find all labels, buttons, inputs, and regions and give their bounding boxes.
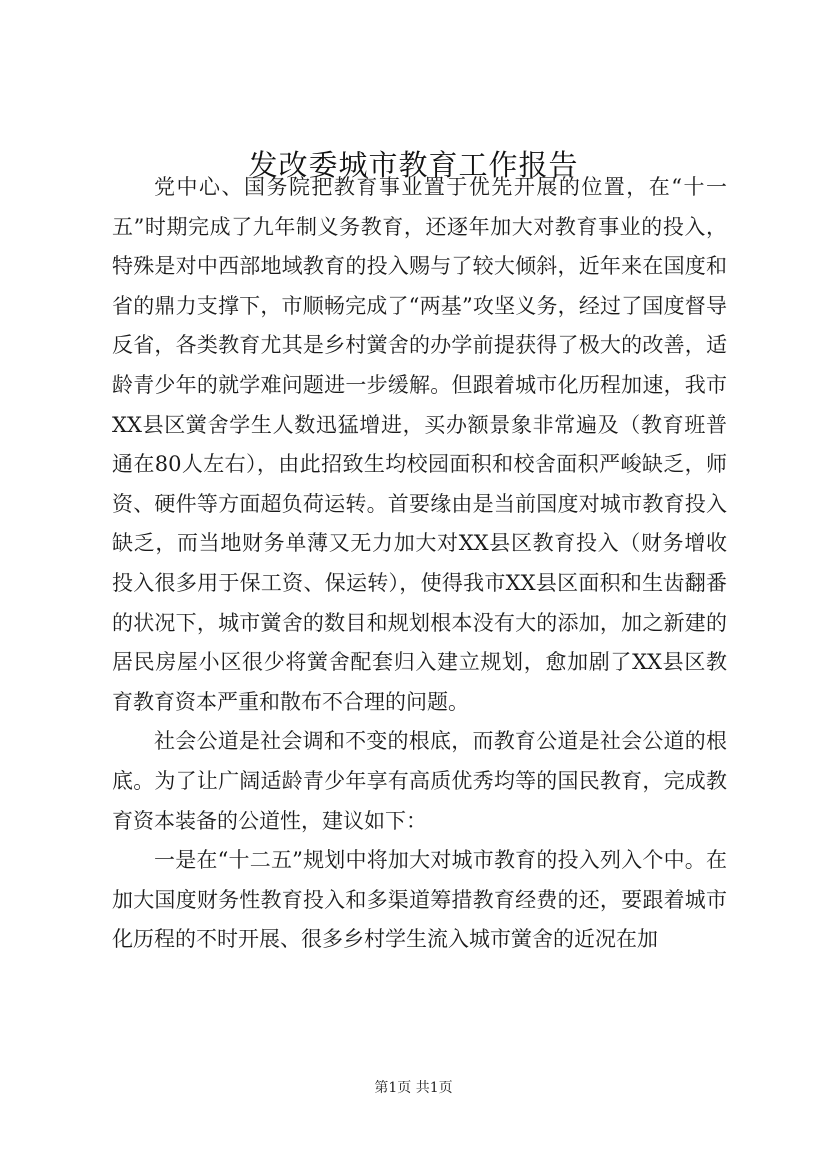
paragraph-1: 党中心、国务院把教育事业置于优先开展的位置，在“十一五”时期完成了九年制义务教育，还逐年加大对教育事业的投入，特殊是对中西部地域教育的投入赐与了较大倾斜，近年来在国度和省的鼎力支撑下，市顺畅完成了“两基”攻坚义务，经过了国度督导反省，各类教育尤其是乡村黉舍的办学前提获得了极大的改善，适龄青少年的就学难问题进一步缓解。但跟着城市化历程加速，我市XX县区黉舍学生人数迅猛增进，买办额景象非常遍及（教育班普通在80人左右），由此招致生均校园面积和校舍面积严峻缺乏，师资、硬件等方面超负荷运转。首要缘由是当前国度对城市教育投入缺乏，而当地财务单薄又无力加大对XX县区教育投入（财务增收投入很多用于保工资、保运转），使得我市XX县区面积和生齿翻番的状况下，城市黉舍的数目和规划根本没有大的添加，加之新建的居民房屋小区很少将黉舍配套归入建立规划，愈加剧了XX县区教育教育资本严重和散布不合理的问题。 xyxy=(112,175,727,714)
document-title: 发改委城市教育工作报告 xyxy=(248,148,579,182)
document-body xyxy=(112,168,727,960)
paragraph-3: 一是在“十二五”规划中将加大对城市教育的投入列入个中。在加大国度财务性教育投入和多渠道筹措教育经费的还，要跟着城市化历程的不时开展、很多乡村学生流入城市黉舍的近况在加 xyxy=(112,848,727,952)
page-footer: 第1页 共1页 xyxy=(374,1080,453,1096)
paragraph-2: 社会公道是社会调和不变的根底，而教育公道是社会公道的根底。为了让广阔适龄青少年享有高质优秀均等的国民教育，完成教育资本装备的公道性，建议如下： xyxy=(112,729,727,833)
